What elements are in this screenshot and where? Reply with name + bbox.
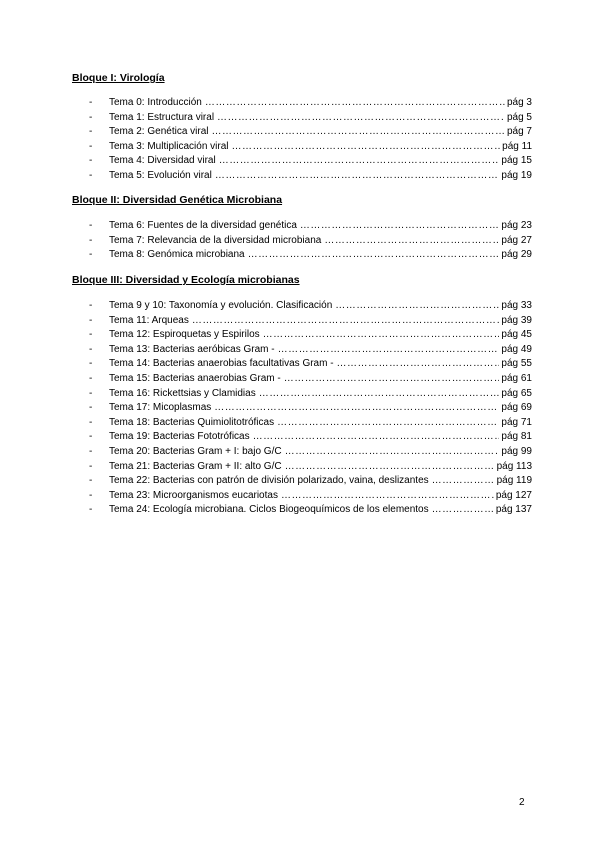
bullet: - <box>89 431 93 443</box>
toc-entry <box>72 248 532 263</box>
toc-label: Tema 23: Microorganismos eucariotas <box>109 489 278 501</box>
toc-entry <box>72 372 532 387</box>
toc-page: pág 65 <box>501 387 532 399</box>
block-diversidad-ecologia <box>72 274 532 518</box>
toc-list <box>72 96 532 184</box>
toc-page: pág 39 <box>501 314 532 326</box>
toc-entry <box>72 489 532 504</box>
toc-entry <box>72 234 532 249</box>
toc-list <box>72 299 532 518</box>
bullet: - <box>89 387 93 399</box>
dot-leader <box>432 503 494 518</box>
dot-leader <box>219 154 500 169</box>
toc-page: pág 81 <box>501 431 532 443</box>
dot-leader <box>192 314 500 329</box>
dot-leader <box>278 343 500 358</box>
dot-leader <box>277 416 499 431</box>
toc-label: Tema 13: Bacterias aeróbicas Gram - <box>109 343 275 355</box>
toc-entry <box>72 445 532 460</box>
bullet: - <box>89 358 93 370</box>
block-title: Bloque III: Diversidad y Ecología microbianas <box>72 274 300 286</box>
bullet: - <box>89 343 93 355</box>
page-number: 2 <box>519 797 525 808</box>
toc-page: pág 55 <box>501 358 532 370</box>
dot-leader <box>248 248 500 263</box>
bullet: - <box>89 475 93 487</box>
toc-label: Tema 1: Estructura viral <box>109 111 215 123</box>
bullet: - <box>89 416 93 428</box>
toc-entry <box>72 314 532 329</box>
bullet: - <box>89 111 93 123</box>
toc-page: pág 137 <box>495 504 532 516</box>
bullet: - <box>89 402 93 414</box>
dot-leader <box>324 234 499 249</box>
bullet: - <box>89 489 93 501</box>
toc-page: pág 7 <box>506 126 532 138</box>
bullet: - <box>89 445 93 457</box>
bullet: - <box>89 169 93 181</box>
toc-entry <box>72 111 532 126</box>
block-virologia <box>72 72 532 184</box>
toc-page: pág 119 <box>496 475 532 487</box>
toc-entry <box>72 343 532 358</box>
toc-page: pág 23 <box>501 220 532 231</box>
toc-page: pág 49 <box>501 343 532 355</box>
toc-entry <box>72 474 532 489</box>
dot-leader <box>205 96 505 111</box>
toc-page: pág 69 <box>501 402 532 414</box>
toc-entry <box>72 96 532 111</box>
toc-page: pág 19 <box>501 169 532 181</box>
dot-leader <box>285 445 500 460</box>
dot-leader <box>335 299 499 314</box>
dot-leader <box>285 460 495 475</box>
toc-page: pág 3 <box>506 97 532 108</box>
toc-label: Tema 18: Bacterias Quimiolitotróficas <box>109 416 275 428</box>
block-title: Bloque I: Virología <box>72 72 165 84</box>
toc-label: Tema 22: Bacterias con patrón de división polarizado, vaina, deslizantes <box>109 475 429 487</box>
toc-label: Tema 7: Relevancia de la diversidad microbiana <box>109 234 322 246</box>
dot-leader <box>215 169 500 184</box>
toc-entry <box>72 416 532 431</box>
bullet: - <box>89 97 93 108</box>
dot-leader <box>214 401 499 416</box>
toc-label: Tema 12: Espiroquetas y Espirilos <box>109 329 260 341</box>
toc-label: Tema 0: Introducción <box>109 97 202 108</box>
bullet: - <box>89 300 93 311</box>
dot-leader <box>281 489 494 504</box>
toc-label: Tema 16: Rickettsias y Clamidias <box>109 387 256 399</box>
toc-label: Tema 4: Diversidad viral <box>109 155 216 167</box>
toc-page: pág 33 <box>501 300 532 311</box>
bullet: - <box>89 155 93 167</box>
toc-label: Tema 21: Bacterias Gram + II: alto G/C <box>109 460 282 472</box>
toc-label: Tema 2: Genética viral <box>109 126 209 138</box>
dot-leader <box>284 372 500 387</box>
toc-label: Tema 5: Evolución viral <box>109 169 212 181</box>
toc-entry <box>72 503 532 518</box>
toc-list <box>72 219 532 263</box>
bullet: - <box>89 249 93 261</box>
toc-entry <box>72 125 532 140</box>
toc-page: pág 27 <box>501 234 532 246</box>
toc-label: Tema 17: Micoplasmas <box>109 402 212 414</box>
toc-entry <box>72 430 532 445</box>
toc-label: Tema 14: Bacterias anaerobias facultativas Gram - <box>109 358 334 370</box>
toc-page: pág 113 <box>496 460 532 472</box>
toc-page: pág 29 <box>501 249 532 261</box>
toc-page: pág 15 <box>501 155 532 167</box>
bullet: - <box>89 126 93 138</box>
toc-page: pág 71 <box>501 416 532 428</box>
toc-page: pág 127 <box>495 489 532 501</box>
toc-entry <box>72 460 532 475</box>
toc-entry <box>72 401 532 416</box>
toc-page: pág 11 <box>502 140 532 152</box>
toc-label: Tema 3: Multiplicación viral <box>109 140 229 152</box>
toc-page: pág 45 <box>501 329 532 341</box>
bullet: - <box>89 140 93 152</box>
dot-leader <box>259 387 500 402</box>
toc-entry <box>72 140 532 155</box>
toc-entry <box>72 387 532 402</box>
toc-label: Tema 24: Ecología microbiana. Ciclos Biogeoquímicos de los elementos <box>109 504 429 516</box>
toc-label: Tema 8: Genómica microbiana <box>109 249 245 261</box>
toc-label: Tema 20: Bacterias Gram + I: bajo G/C <box>109 445 282 457</box>
toc-entry <box>72 219 532 234</box>
bullet: - <box>89 329 93 341</box>
toc-label: Tema 19: Bacterias Fototróficas <box>109 431 250 443</box>
toc-label: Tema 9 y 10: Taxonomía y evolución. Clasificación <box>109 300 333 311</box>
bullet: - <box>89 504 93 516</box>
bullet: - <box>89 220 93 231</box>
bullet: - <box>89 314 93 326</box>
toc-entry <box>72 328 532 343</box>
dot-leader <box>232 140 501 155</box>
toc-page: pág 61 <box>501 372 532 384</box>
toc-page: pág 5 <box>506 111 532 123</box>
toc-entry <box>72 357 532 372</box>
toc-label: Tema 6: Fuentes de la diversidad genética <box>109 220 297 231</box>
dot-leader <box>212 125 505 140</box>
toc-entry <box>72 154 532 169</box>
block-diversidad-genetica <box>72 194 532 263</box>
toc-entry <box>72 299 532 314</box>
toc-entry <box>72 169 532 184</box>
dot-leader <box>253 430 500 445</box>
dot-leader <box>337 357 500 372</box>
bullet: - <box>89 372 93 384</box>
dot-leader <box>217 111 505 126</box>
toc-page: pág 99 <box>501 445 532 457</box>
bullet: - <box>89 460 93 472</box>
dot-leader <box>432 474 495 489</box>
dot-leader <box>263 328 500 343</box>
dot-leader <box>300 219 500 234</box>
toc-label: Tema 15: Bacterias anaerobias Gram - <box>109 372 281 384</box>
toc-label: Tema 11: Arqueas <box>109 314 189 326</box>
bullet: - <box>89 234 93 246</box>
block-title: Bloque II: Diversidad Genética Microbiana <box>72 194 283 206</box>
